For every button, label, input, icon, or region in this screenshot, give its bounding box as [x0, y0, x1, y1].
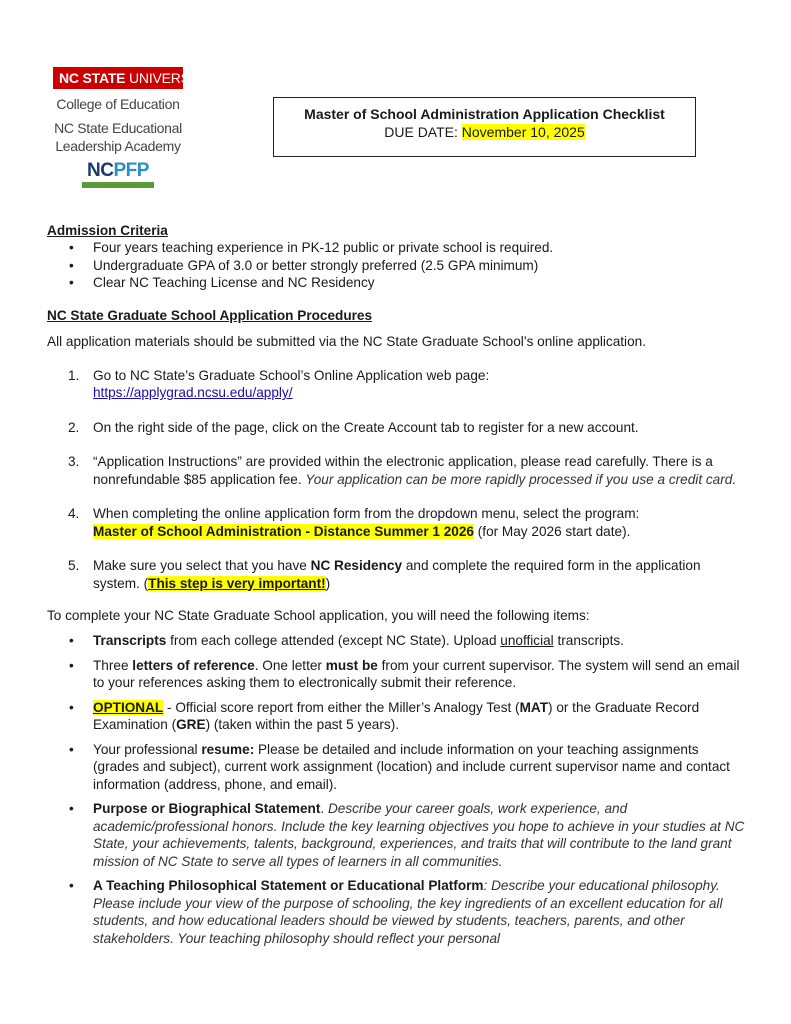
item-references: • Three letters of reference. One letter must be from your current supervisor. The system will send an email to your references asking them to electronically submit their reference.	[93, 657, 747, 692]
item-purpose-statement: • Purpose or Biographical Statement. Describe your career goals, work experience, and academic/professional honors. Include the key learning objectives you hope to achieve in your studies at NC State, your achievements, talents, background, experiences, and traits that will contribute to the land grant mission of NC State to serve all types of learners in all communities.	[93, 800, 747, 870]
important-note: This step is very important!	[148, 575, 326, 591]
academy-name-line2: Leadership Academy	[55, 138, 181, 154]
ncpfp-logo: NCPFP	[82, 161, 154, 188]
list-item: • Undergraduate GPA of 3.0 or better strongly preferred (2.5 GPA minimum)	[93, 257, 747, 275]
program-name: Master of School Administration - Distance Summer 1 2026	[93, 523, 474, 539]
due-date-line: DUE DATE: November 10, 2025	[384, 124, 585, 140]
item-resume: • Your professional resume: Please be detailed and include information on your teaching assignments (grades and subject), current work assignment (location) and include current supervisor name and contact information (address, phone, and email).	[93, 741, 747, 794]
admission-criteria-list	[47, 239, 747, 292]
step-5: 5. Make sure you select that you have NC Residency and complete the required form in the application system. (This step is very important!)	[68, 558, 701, 591]
list-item: • Four years teaching experience in PK-12 public or private school is required.	[93, 239, 747, 257]
item-optional-scores: • OPTIONAL - Official score report from either the Miller’s Analogy Test (MAT) or the Graduate Record Examination (GRE) (taken within the past 5 years).	[93, 699, 747, 734]
procedure-steps	[47, 367, 747, 593]
due-date: November 10, 2025	[461, 124, 585, 140]
step-4: 4. When completing the online application form from the dropdown menu, select the program: Master of School Administration - Distance Summer 1 2026 (for May 2026 start date).	[68, 506, 640, 539]
title-box	[273, 97, 696, 157]
step-2: 2. On the right side of the page, click on the Create Account tab to register for a new account.	[68, 419, 639, 435]
list-item: • Clear NC Teaching License and NC Residency	[93, 274, 747, 292]
logo-block	[53, 67, 212, 188]
document-body	[47, 222, 747, 954]
academy-name-line1: NC State Educational	[54, 120, 182, 136]
optional-badge: OPTIONAL	[93, 699, 164, 715]
item-transcripts: • Transcripts from each college attended (except NC State). Upload unofficial transcripts.	[93, 632, 747, 650]
required-items-list	[47, 632, 747, 947]
college-name: College of Education	[56, 96, 180, 112]
step-3: 3. “Application Instructions” are provided within the electronic application, please read carefully. There is a nonrefundable $85 application fee. Your application can be more rapidly processed if you use a credit card.	[68, 454, 737, 487]
apply-link[interactable]: https://applygrad.ncsu.edu/apply/	[93, 385, 293, 400]
ncsu-logo: NC STATE UNIVERSITY	[53, 67, 183, 89]
item-teaching-philosophy: • A Teaching Philosophical Statement or Educational Platform: Describe your educational philosophy. Please include your view of the purpose of schooling, the key ingredients of an excellent education for all students, and how educational leaders should be viewed by students, teachers, parents, and other stakeholders. Your teaching philosophy should reflect your personal	[93, 877, 747, 947]
procedures-heading: NC State Graduate School Application Procedures	[47, 307, 373, 323]
admission-criteria-heading: Admission Criteria	[47, 223, 168, 238]
items-intro: To complete your NC State Graduate School application, you will need the following items:	[47, 608, 590, 623]
ncpfp-tagline-bar	[82, 182, 154, 188]
page-title: Master of School Administration Application Checklist	[304, 106, 665, 122]
step-1: 1. Go to NC State’s Graduate School’s Online Application web page: https://applygrad.ncsu.edu/apply/	[68, 367, 490, 400]
procedures-intro: All application materials should be submitted via the NC State Graduate School’s online application.	[47, 333, 646, 349]
